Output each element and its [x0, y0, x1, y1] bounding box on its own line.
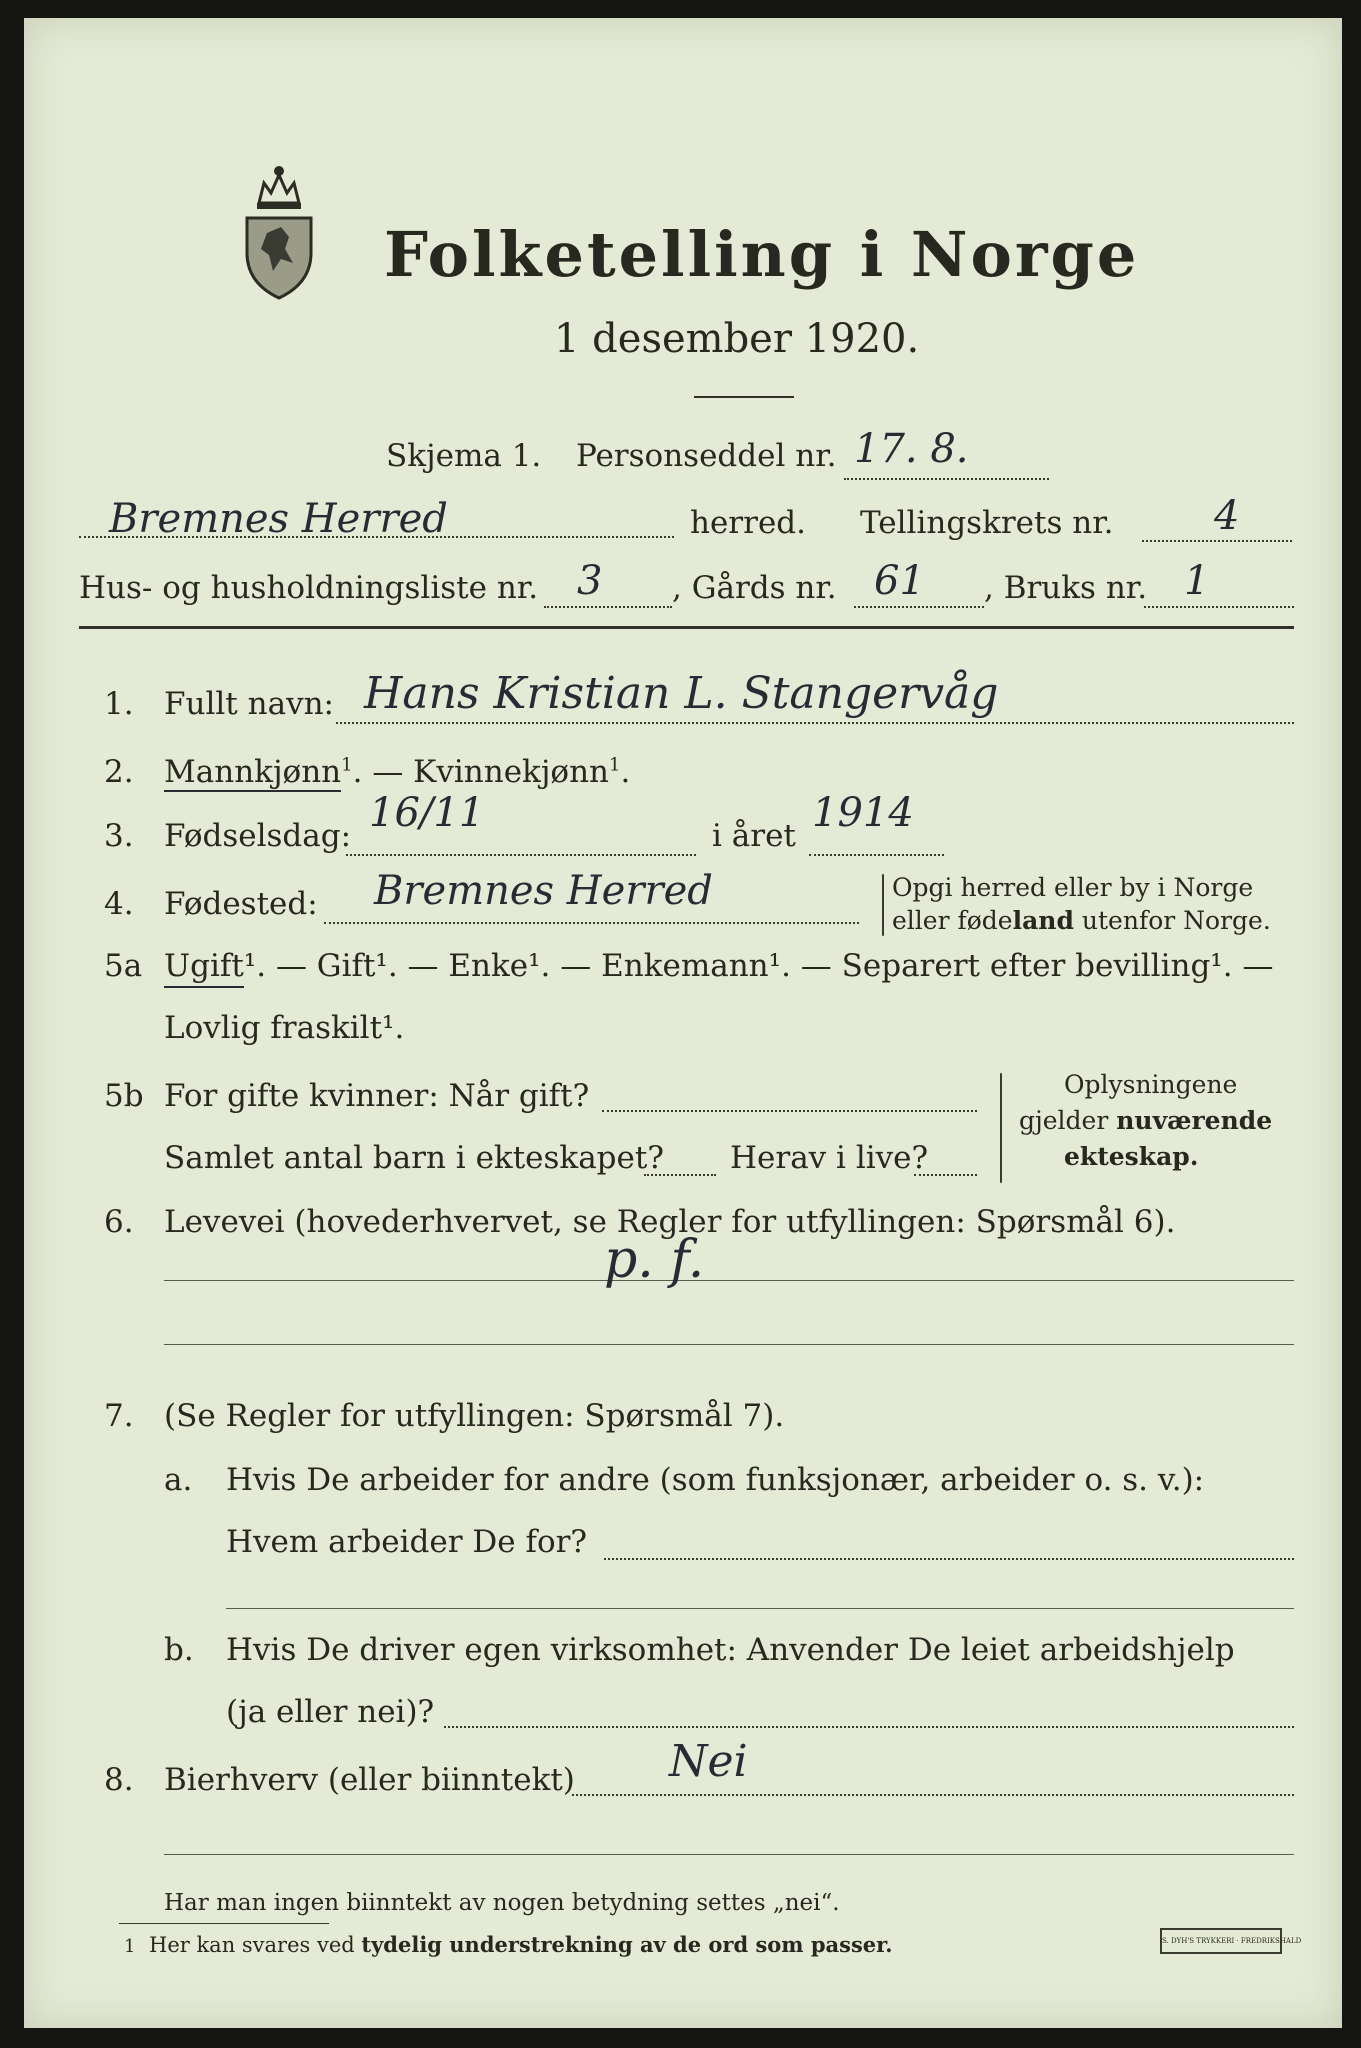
footnote-text-b: tydelig understrekning av de ord som passer. [361, 1932, 893, 1957]
q7-label: (Se Regler for utfyllingen: Spørsmål 7). [164, 1398, 785, 1434]
q3-aaret-line [809, 854, 944, 856]
q8-label: Bierhverv (eller biinntekt) [164, 1762, 575, 1798]
q4-note-2c: utenfor Norge. [1073, 906, 1271, 935]
gards-value: 61 [874, 558, 925, 604]
q5b-note-2 [1019, 1106, 1272, 1135]
q5b-note-3: ekteskap. [1064, 1142, 1199, 1171]
form-title: Folketelling i Norge [384, 218, 1140, 291]
q8-value: Nei [669, 1736, 748, 1787]
printer-stamp: S. DYH'S TRYKKERI · FREDRIKSHALD [1160, 1928, 1282, 1954]
q7a-line-2 [226, 1608, 1294, 1609]
q4-note-2 [892, 906, 1271, 935]
q4-label: Fødested: [164, 886, 318, 922]
q5b-line2a: Samlet antal barn i ekteskapet? [164, 1140, 664, 1176]
bruks-value: 1 [1184, 558, 1210, 604]
q1-number: 1. [104, 686, 134, 722]
q7a-line [604, 1558, 1294, 1560]
q7b-line [444, 1726, 1294, 1728]
q7b-line1: Hvis De driver egen virksomhet: Anvender De leiet arbeidshjelp [226, 1632, 1235, 1668]
herred-value: Bremnes Herred [109, 496, 448, 542]
tellingskrets-value: 4 [1214, 493, 1240, 539]
q6-number: 6. [104, 1204, 134, 1240]
q4-brace [882, 874, 884, 936]
footnote-text-a: Her kan svares ved [149, 1933, 362, 1957]
q6-line-1 [164, 1280, 1294, 1281]
hus-value: 3 [577, 558, 603, 604]
q5b-number: 5b [104, 1078, 144, 1114]
q5a-number: 5a [104, 948, 143, 984]
header-rule [79, 626, 1294, 629]
q5b-line1: For gifte kvinner: Når gift? [164, 1078, 590, 1114]
bruks-label: , Bruks nr. [984, 570, 1148, 606]
q7a-line2: Hvem arbeider De for? [226, 1524, 588, 1560]
q3-line [346, 854, 696, 856]
footer-note: Har man ingen biinntekt av nogen betydning settes „nei“. [164, 1890, 840, 1916]
bruks-line [1144, 606, 1294, 608]
q2-mannkjonn: Mannkjønn [164, 754, 342, 790]
q1-label: Fullt navn: [164, 686, 334, 722]
tellingskrets-line [1142, 540, 1292, 542]
q3-aaret-value: 1914 [812, 790, 914, 836]
q4-note-2b: land [1012, 906, 1074, 935]
q4-note-2a: eller føde [892, 906, 1013, 935]
q7b-line2: (ja eller nei)? [226, 1694, 435, 1730]
q1-value: Hans Kristian L. Stangervåg [364, 668, 999, 719]
q3-number: 3. [104, 818, 134, 854]
q6-value: p. f. [604, 1230, 705, 1290]
q2-sup-2: 1 [609, 754, 621, 776]
q1-line [336, 722, 1294, 724]
q2-sup: 1 [341, 754, 353, 776]
q7a-letter: a. [164, 1462, 193, 1498]
herred-label: herred. [690, 505, 806, 541]
gards-label: , Gårds nr. [672, 570, 837, 606]
q8-number: 8. [104, 1762, 134, 1798]
footnote-text [149, 1932, 893, 1957]
q5b-note-2a: gjelder [1019, 1106, 1117, 1135]
q2-text [164, 754, 630, 790]
q5a-line1: Ugift¹. — Gift¹. — Enke¹. — Enkemann¹. — Separert efter bevilling¹. — [164, 948, 1274, 984]
q2-end: . [620, 754, 631, 790]
footnote-number: 1 [124, 1936, 136, 1957]
q4-line [324, 922, 859, 924]
personseddel-label: Personseddel nr. [576, 438, 837, 474]
q6-line-2 [164, 1344, 1294, 1345]
q7b-letter: b. [164, 1632, 194, 1668]
q5a-ugift-underline [164, 986, 244, 988]
q7a-line1: Hvis De arbeider for andre (som funksjonær, arbeider o. s. v.): [226, 1462, 1205, 1498]
q4-note-1: Opgi herred eller by i Norge [892, 873, 1254, 902]
q4-value: Bremnes Herred [374, 868, 713, 914]
tellingskrets-label: Tellingskrets nr. [860, 505, 1114, 541]
q7-number: 7. [104, 1398, 134, 1434]
hus-line [544, 606, 672, 608]
gards-line [854, 606, 984, 608]
q5b-live-line [914, 1174, 977, 1176]
census-form [24, 18, 1342, 2028]
coat-of-arms-icon [229, 163, 329, 303]
q5b-note-2b: nuværende [1116, 1106, 1273, 1135]
q5b-barn-line [644, 1174, 716, 1176]
title-divider [694, 396, 794, 398]
q6-label: Levevei (hovederhvervet, se Regler for utfyllingen: Spørsmål 6). [164, 1204, 1176, 1240]
personseddel-value: 17. 8. [854, 426, 969, 472]
census-date: 1 desember 1920. [554, 316, 920, 362]
q2-number: 2. [104, 754, 134, 790]
hus-label: Hus- og husholdningsliste nr. [79, 570, 539, 606]
q5b-note-1: Oplysningene [1064, 1070, 1238, 1099]
q8-line [572, 1794, 1294, 1796]
q5b-line2b: Herav i live? [730, 1140, 929, 1176]
footnote-rule [119, 1923, 329, 1924]
q3-label: Fødselsdag: [164, 818, 352, 854]
q2-kvinnekjonn: . — Kvinnekjønn [352, 754, 610, 790]
personseddel-line [844, 478, 1049, 480]
q5b-line1-line [602, 1110, 977, 1112]
q5a-line2: Lovlig fraskilt¹. [164, 1010, 405, 1046]
q3-aaret-label: i året [712, 818, 796, 854]
q3-value: 16/11 [369, 790, 485, 836]
skjema-label: Skjema 1. [386, 438, 542, 474]
q5b-brace [1000, 1073, 1002, 1183]
q8-line-2 [164, 1854, 1294, 1855]
q4-number: 4. [104, 886, 134, 922]
